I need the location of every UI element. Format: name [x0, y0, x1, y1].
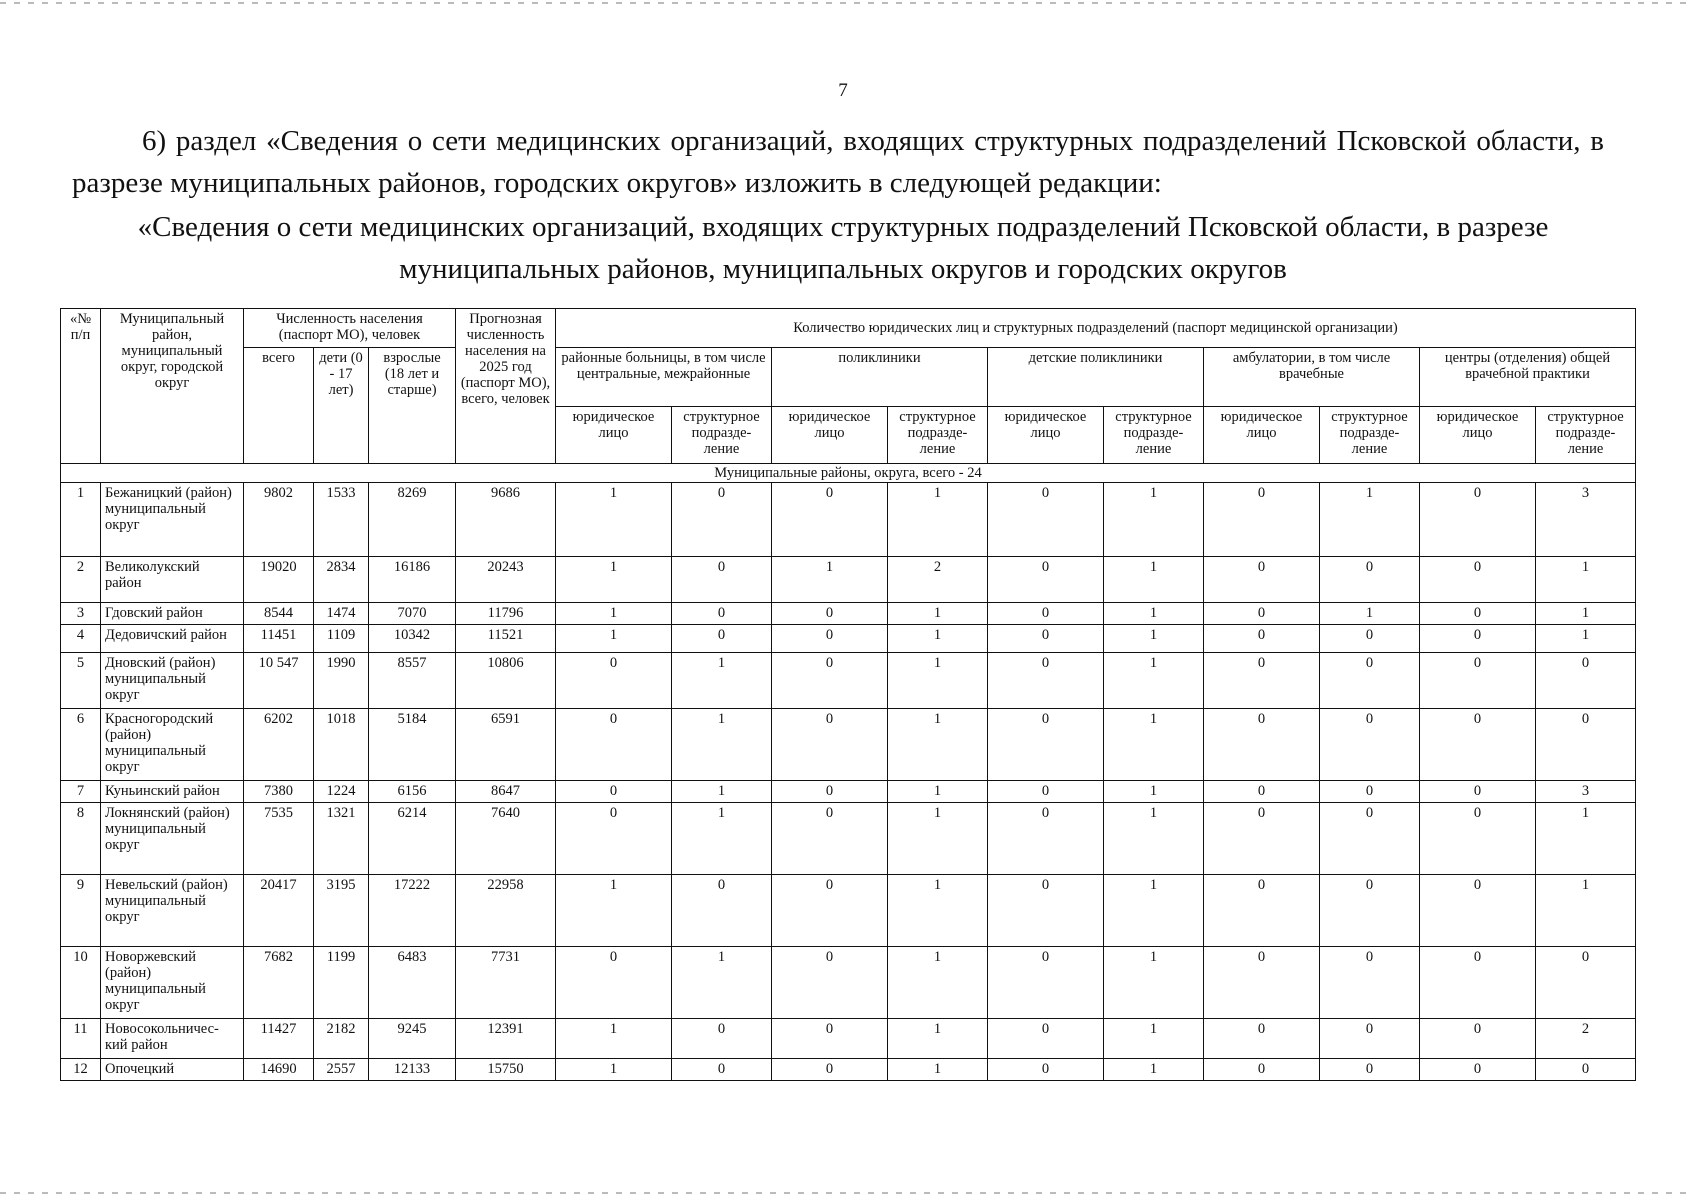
entity-count: 1	[556, 1019, 672, 1059]
table-row	[61, 781, 1636, 803]
entity-count: 0	[672, 557, 772, 603]
entity-count: 3	[1536, 781, 1636, 803]
entity-count: 0	[1204, 709, 1320, 781]
entity-count: 0	[672, 625, 772, 653]
page-number: 7	[838, 80, 848, 101]
population-adults: 8557	[369, 653, 456, 709]
population-forecast: 7731	[456, 947, 556, 1019]
entity-count: 0	[1420, 603, 1536, 625]
entity-count: 0	[1536, 1059, 1636, 1081]
district-name: Невельский (район) муниципальный округ	[101, 875, 244, 947]
header-legal-entity: юридическое лицо	[988, 407, 1104, 464]
entity-count: 1	[556, 1059, 672, 1081]
entity-count: 1	[1104, 875, 1204, 947]
header-struct-unit: структурное подразде-ление	[888, 407, 988, 464]
header-struct-unit: структурное подразде-ление	[672, 407, 772, 464]
entity-count: 0	[1320, 781, 1420, 803]
population-children: 2557	[314, 1059, 369, 1081]
entity-count: 1	[1104, 483, 1204, 557]
table-row	[61, 603, 1636, 625]
population-total: 7535	[244, 803, 314, 875]
entity-count: 1	[1536, 803, 1636, 875]
header-ambulatories: амбулатории, в том числе врачебные	[1204, 348, 1420, 407]
header-adults: взрослые (18 лет и старше)	[369, 348, 456, 464]
entity-count: 0	[988, 875, 1104, 947]
entity-count: 0	[772, 483, 888, 557]
row-number: 3	[61, 603, 101, 625]
entity-count: 0	[672, 875, 772, 947]
population-forecast: 6591	[456, 709, 556, 781]
table-row	[61, 1059, 1636, 1081]
district-name: Новоржевский (район) муниципальный округ	[101, 947, 244, 1019]
header-legal-entity: юридическое лицо	[1204, 407, 1320, 464]
header-gp-centers: центры (отделения) общей врачебной практики	[1420, 348, 1636, 407]
district-name: Дновский (район) муниципальный округ	[101, 653, 244, 709]
population-total: 9802	[244, 483, 314, 557]
entity-count: 0	[556, 709, 672, 781]
row-number: 1	[61, 483, 101, 557]
entity-count: 0	[1204, 947, 1320, 1019]
entity-count: 0	[1320, 653, 1420, 709]
entity-count: 1	[1104, 1019, 1204, 1059]
population-forecast: 7640	[456, 803, 556, 875]
medical-network-table	[60, 308, 1636, 1081]
table-body	[61, 464, 1636, 1081]
entity-count: 0	[988, 625, 1104, 653]
header-legal-entity: юридическое лицо	[772, 407, 888, 464]
population-children: 1321	[314, 803, 369, 875]
entity-count: 0	[1420, 557, 1536, 603]
entity-count: 0	[1320, 803, 1420, 875]
entity-count: 0	[988, 803, 1104, 875]
entity-count: 0	[1320, 875, 1420, 947]
entity-count: 1	[1536, 557, 1636, 603]
entity-count: 0	[772, 947, 888, 1019]
entity-count: 0	[1536, 947, 1636, 1019]
entity-count: 2	[1536, 1019, 1636, 1059]
population-forecast: 11521	[456, 625, 556, 653]
entity-count: 1	[888, 1059, 988, 1081]
entity-count: 0	[1204, 557, 1320, 603]
population-total: 10 547	[244, 653, 314, 709]
entity-count: 1	[1104, 803, 1204, 875]
header-children: дети (0 - 17 лет)	[314, 348, 369, 464]
entity-count: 1	[672, 653, 772, 709]
entity-count: 1	[556, 875, 672, 947]
entity-count: 1	[1104, 557, 1204, 603]
population-children: 2834	[314, 557, 369, 603]
population-total: 11451	[244, 625, 314, 653]
entity-count: 1	[1104, 781, 1204, 803]
entity-count: 1	[888, 947, 988, 1019]
entity-count: 3	[1536, 483, 1636, 557]
header-struct-unit: структурное подразде-ление	[1104, 407, 1204, 464]
entity-count: 0	[772, 1019, 888, 1059]
entity-count: 0	[772, 1059, 888, 1081]
table-row	[61, 1019, 1636, 1059]
entity-count: 0	[988, 1059, 1104, 1081]
entity-count: 0	[772, 603, 888, 625]
entity-count: 0	[772, 653, 888, 709]
entity-count: 1	[1104, 709, 1204, 781]
entity-count: 1	[888, 1019, 988, 1059]
population-total: 14690	[244, 1059, 314, 1081]
population-children: 3195	[314, 875, 369, 947]
entity-count: 1	[556, 483, 672, 557]
entity-count: 0	[1420, 803, 1536, 875]
population-children: 2182	[314, 1019, 369, 1059]
entity-count: 0	[1420, 653, 1536, 709]
entity-count: 1	[1320, 483, 1420, 557]
row-number: 9	[61, 875, 101, 947]
entity-count: 1	[888, 483, 988, 557]
entity-count: 0	[672, 1019, 772, 1059]
entity-count: 1	[1104, 947, 1204, 1019]
population-adults: 16186	[369, 557, 456, 603]
row-number: 8	[61, 803, 101, 875]
entity-count: 0	[1320, 709, 1420, 781]
entity-count: 1	[1536, 603, 1636, 625]
entity-count: 1	[556, 603, 672, 625]
entity-count: 1	[888, 625, 988, 653]
entity-count: 0	[772, 781, 888, 803]
header-district: Муниципальный район, муниципальный округ, городской округ	[101, 309, 244, 464]
population-children: 1109	[314, 625, 369, 653]
entity-count: 0	[988, 557, 1104, 603]
population-adults: 6214	[369, 803, 456, 875]
header-legal-entity: юридическое лицо	[1420, 407, 1536, 464]
population-adults: 8269	[369, 483, 456, 557]
entity-count: 1	[556, 557, 672, 603]
entity-count: 0	[1320, 947, 1420, 1019]
table-row	[61, 709, 1636, 781]
entity-count: 1	[672, 781, 772, 803]
population-total: 19020	[244, 557, 314, 603]
entity-count: 1	[1104, 1059, 1204, 1081]
row-number: 4	[61, 625, 101, 653]
district-name: Гдовский район	[101, 603, 244, 625]
entity-count: 1	[772, 557, 888, 603]
row-number: 5	[61, 653, 101, 709]
entity-count: 1	[1320, 603, 1420, 625]
entity-count: 1	[888, 653, 988, 709]
entity-count: 0	[988, 603, 1104, 625]
entity-count: 1	[1536, 625, 1636, 653]
entity-count: 0	[1536, 653, 1636, 709]
population-total: 20417	[244, 875, 314, 947]
row-number: 6	[61, 709, 101, 781]
entity-count: 0	[988, 781, 1104, 803]
population-forecast: 11796	[456, 603, 556, 625]
entity-count: 0	[1204, 1059, 1320, 1081]
population-forecast: 12391	[456, 1019, 556, 1059]
entity-count: 1	[888, 803, 988, 875]
row-number: 10	[61, 947, 101, 1019]
district-name: Локнянский (район) муниципальный округ	[101, 803, 244, 875]
table-row	[61, 557, 1636, 603]
entity-count: 0	[672, 483, 772, 557]
table-row	[61, 483, 1636, 557]
entity-count: 1	[888, 603, 988, 625]
entity-count: 0	[1420, 947, 1536, 1019]
population-forecast: 9686	[456, 483, 556, 557]
entity-count: 1	[556, 625, 672, 653]
population-forecast: 10806	[456, 653, 556, 709]
entity-count: 0	[1420, 1059, 1536, 1081]
scan-edge-bottom	[0, 1192, 1686, 1194]
header-hospitals: районные больницы, в том числе центральные, межрайонные	[556, 348, 772, 407]
table-row	[61, 653, 1636, 709]
entity-count: 0	[556, 653, 672, 709]
population-total: 7682	[244, 947, 314, 1019]
table-title: «Сведения о сети медицинских организаций, входящих структурных подразделений Псковской области, в разрезе муниципальных районов, муниципальных округов и городских округов	[137, 211, 1549, 285]
population-adults: 5184	[369, 709, 456, 781]
entity-count: 0	[1320, 1059, 1420, 1081]
entity-count: 0	[1420, 625, 1536, 653]
population-adults: 9245	[369, 1019, 456, 1059]
district-name: Красногородский (район) муниципальный округ	[101, 709, 244, 781]
district-name: Великолукский район	[101, 557, 244, 603]
entity-count: 1	[1104, 653, 1204, 709]
population-total: 6202	[244, 709, 314, 781]
population-total: 7380	[244, 781, 314, 803]
population-adults: 6156	[369, 781, 456, 803]
population-total: 11427	[244, 1019, 314, 1059]
entity-count: 1	[672, 709, 772, 781]
population-adults: 7070	[369, 603, 456, 625]
entity-count: 0	[1204, 803, 1320, 875]
entity-count: 1	[888, 875, 988, 947]
entity-count: 0	[1420, 875, 1536, 947]
entity-count: 0	[988, 1019, 1104, 1059]
row-number: 2	[61, 557, 101, 603]
header-entities: Количество юридических лиц и структурных подразделений (паспорт медицинской организации)	[556, 309, 1636, 348]
entity-count: 0	[1204, 1019, 1320, 1059]
header-struct-unit: структурное подразде-ление	[1536, 407, 1636, 464]
entity-count: 0	[988, 653, 1104, 709]
entity-count: 0	[772, 875, 888, 947]
entity-count: 0	[772, 803, 888, 875]
entity-count: 1	[1104, 603, 1204, 625]
population-children: 1199	[314, 947, 369, 1019]
entity-count: 1	[672, 803, 772, 875]
population-adults: 10342	[369, 625, 456, 653]
entity-count: 0	[1204, 875, 1320, 947]
row-number: 12	[61, 1059, 101, 1081]
section-label: Муниципальные районы, округа, всего - 24	[61, 464, 1636, 483]
entity-count: 0	[772, 709, 888, 781]
population-children: 1224	[314, 781, 369, 803]
header-forecast: Прогнозная численность населения на 2025 год (паспорт МО), всего, человек	[456, 309, 556, 464]
entity-count: 0	[1204, 483, 1320, 557]
entity-count: 1	[672, 947, 772, 1019]
population-children: 1474	[314, 603, 369, 625]
entity-count: 0	[556, 947, 672, 1019]
table-row	[61, 803, 1636, 875]
population-children: 1018	[314, 709, 369, 781]
district-name: Бежаницкий (район) муниципальный округ	[101, 483, 244, 557]
entity-count: 0	[1536, 709, 1636, 781]
row-number: 11	[61, 1019, 101, 1059]
population-forecast: 8647	[456, 781, 556, 803]
table-row	[61, 625, 1636, 653]
entity-count: 1	[1104, 625, 1204, 653]
header-polyclinics: поликлиники	[772, 348, 988, 407]
population-forecast: 20243	[456, 557, 556, 603]
entity-count: 1	[888, 709, 988, 781]
header-num: «№ п/п	[61, 309, 101, 464]
entity-count: 0	[1320, 625, 1420, 653]
population-forecast: 22958	[456, 875, 556, 947]
header-legal-entity: юридическое лицо	[556, 407, 672, 464]
table-row	[61, 875, 1636, 947]
population-total: 8544	[244, 603, 314, 625]
entity-count: 0	[1204, 603, 1320, 625]
entity-count: 1	[1536, 875, 1636, 947]
entity-count: 0	[772, 625, 888, 653]
entity-count: 0	[672, 603, 772, 625]
entity-count: 0	[1204, 625, 1320, 653]
scan-edge-top	[0, 2, 1686, 4]
population-adults: 6483	[369, 947, 456, 1019]
entity-count: 0	[1420, 709, 1536, 781]
header-population: Численность населения (паспорт МО), человек	[244, 309, 456, 348]
header-struct-unit: структурное подразде-ление	[1320, 407, 1420, 464]
population-children: 1533	[314, 483, 369, 557]
entity-count: 0	[988, 709, 1104, 781]
entity-count: 2	[888, 557, 988, 603]
entity-count: 0	[1420, 483, 1536, 557]
row-number: 7	[61, 781, 101, 803]
entity-count: 0	[988, 483, 1104, 557]
district-name: Дедовичский район	[101, 625, 244, 653]
district-name: Новосокольничес-кий район	[101, 1019, 244, 1059]
population-forecast: 15750	[456, 1059, 556, 1081]
entity-count: 0	[1320, 557, 1420, 603]
population-adults: 12133	[369, 1059, 456, 1081]
intro-paragraph: 6) раздел «Сведения о сети медицинских организаций, входящих структурных подразделений Псковской области, в разрезе муниципальных районов, городских округов» изложить в следующей редакции:	[72, 125, 1604, 199]
entity-count: 0	[556, 781, 672, 803]
entity-count: 0	[1204, 781, 1320, 803]
entity-count: 0	[988, 947, 1104, 1019]
population-adults: 17222	[369, 875, 456, 947]
population-children: 1990	[314, 653, 369, 709]
entity-count: 0	[1320, 1019, 1420, 1059]
header-children-polyclinics: детские поликлиники	[988, 348, 1204, 407]
header-total: всего	[244, 348, 314, 464]
entity-count: 1	[888, 781, 988, 803]
entity-count: 0	[1420, 1019, 1536, 1059]
entity-count: 0	[1204, 653, 1320, 709]
entity-count: 0	[556, 803, 672, 875]
district-name: Опочецкий	[101, 1059, 244, 1081]
table-row	[61, 947, 1636, 1019]
entity-count: 0	[1420, 781, 1536, 803]
entity-count: 0	[672, 1059, 772, 1081]
district-name: Куньинский район	[101, 781, 244, 803]
